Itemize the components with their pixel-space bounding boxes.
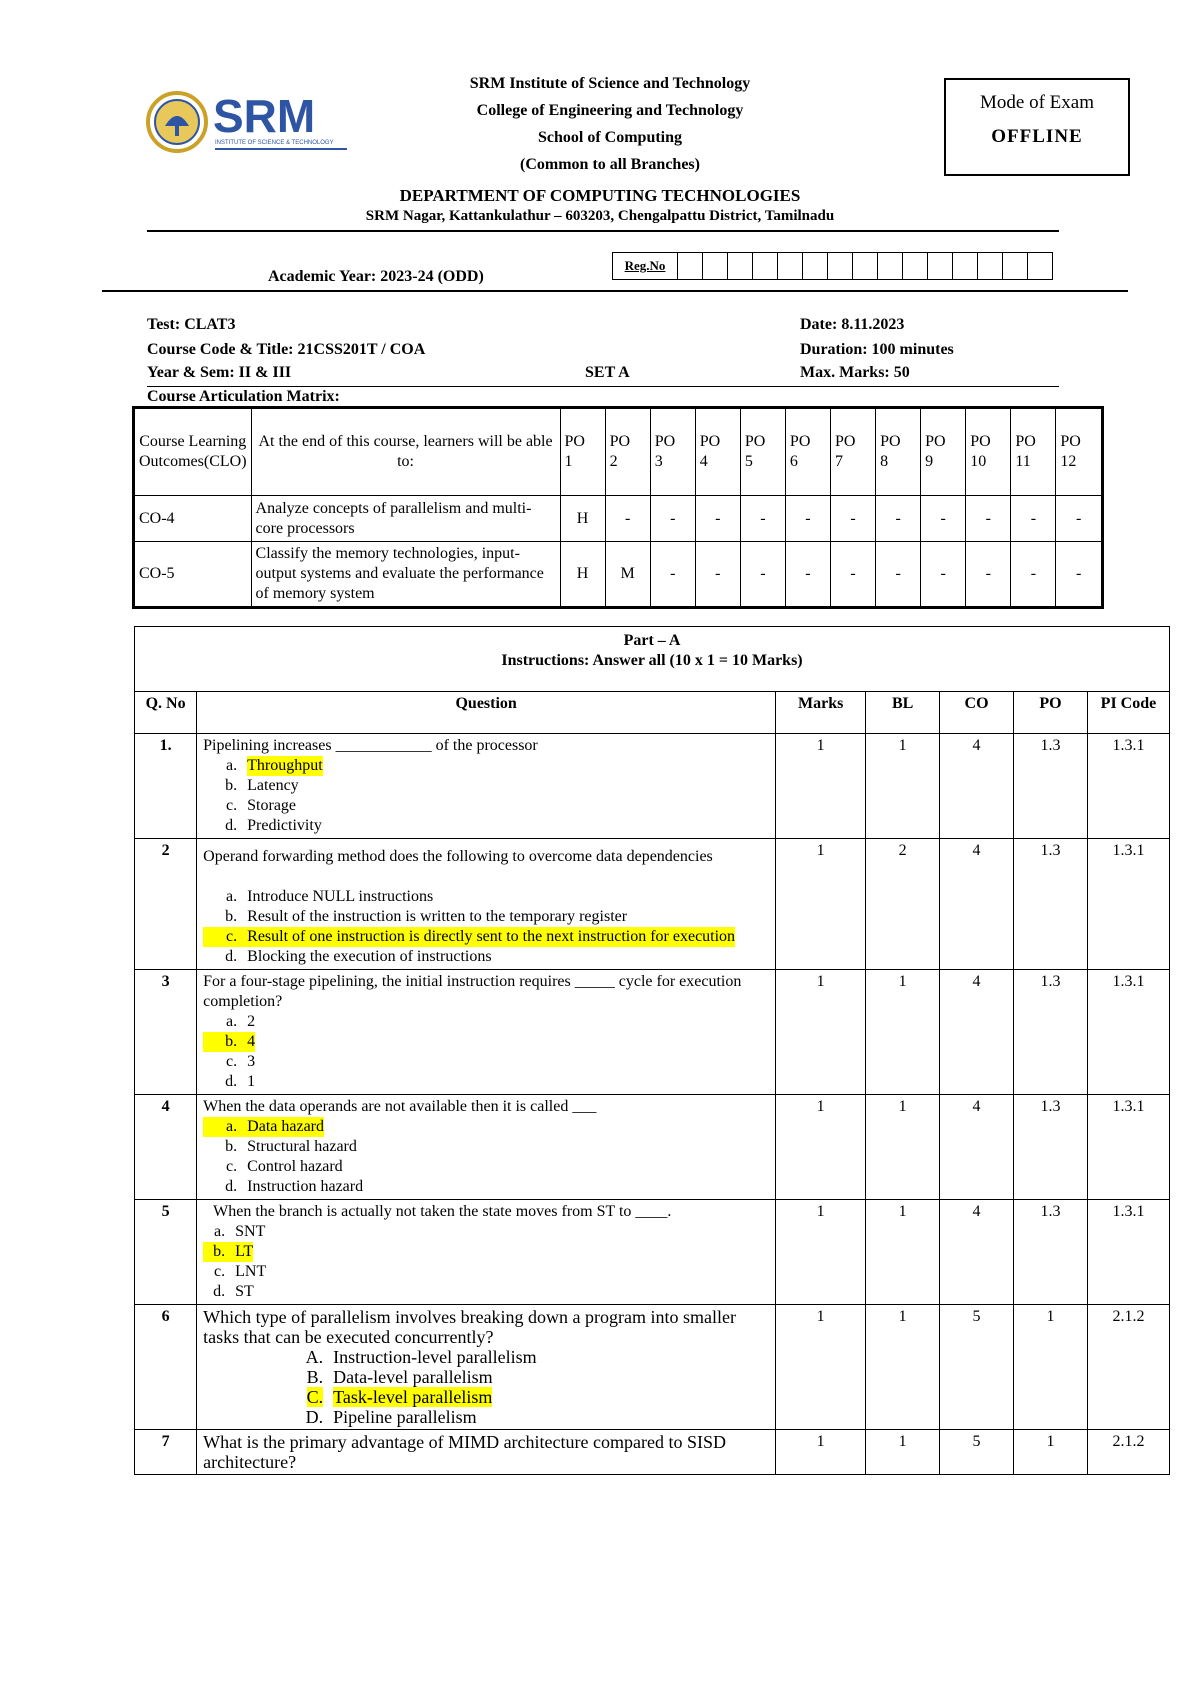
co-id: CO-5 — [134, 542, 252, 608]
marks: 1 — [776, 734, 866, 839]
question-number: 6 — [135, 1305, 197, 1430]
question-text: Which type of parallelism involves breaking down a program into smaller tasks that can be executed concurrently? — [203, 1307, 737, 1347]
question-number: 5 — [135, 1200, 197, 1305]
reg-no-cell[interactable] — [953, 253, 978, 280]
bl: 1 — [866, 1430, 940, 1475]
bl: 1 — [866, 970, 940, 1095]
po-value: - — [1011, 542, 1056, 608]
college-name: College of Engineering and Technology — [476, 102, 744, 119]
course-title: Course Code & Title: 21CSS201T / COA — [147, 341, 426, 358]
co: 4 — [940, 970, 1014, 1095]
co-desc: Classify the memory technologies, input-output systems and evaluate the performance of memory system — [251, 542, 560, 608]
part-a-header — [135, 627, 1170, 692]
po-value: - — [966, 542, 1011, 608]
question-text: Operand forwarding method does the following to overcome data dependencies — [203, 848, 713, 865]
reg-no-cell[interactable] — [703, 253, 728, 280]
po-value: - — [650, 542, 695, 608]
option[interactable]: c. LNT — [214, 1263, 267, 1280]
marks: 1 — [776, 1305, 866, 1430]
option[interactable]: b. 4 — [203, 1032, 769, 1052]
po: 1 — [1014, 1305, 1088, 1430]
po-value: - — [695, 542, 740, 608]
option[interactable]: b. Structural hazard — [225, 1138, 357, 1155]
marks: 1 — [776, 839, 866, 970]
department-name: DEPARTMENT OF COMPUTING TECHNOLOGIES — [399, 186, 801, 205]
co: 5 — [940, 1305, 1014, 1430]
po-header: PO 12 — [1056, 408, 1103, 496]
po-value: - — [876, 496, 921, 542]
question-row — [135, 839, 1170, 970]
meta-rule — [147, 386, 1059, 387]
po-header: PO 11 — [1011, 408, 1056, 496]
set-label: SET A — [585, 364, 630, 381]
qno-header: Q. No — [135, 692, 197, 734]
option[interactable]: a. Data hazard — [203, 1117, 769, 1137]
pi-code: 2.1.2 — [1087, 1430, 1169, 1475]
option[interactable]: c. 3 — [226, 1053, 256, 1070]
po-value: H — [560, 496, 605, 542]
correct-answer: LT — [235, 1243, 254, 1260]
pi-code: 1.3.1 — [1087, 839, 1169, 970]
po-value: - — [921, 542, 966, 608]
option[interactable]: d. ST — [213, 1283, 254, 1300]
academic-year: Academic Year: 2023-24 (ODD) — [268, 268, 484, 285]
po-header: PO 5 — [740, 408, 785, 496]
co: 5 — [940, 1430, 1014, 1475]
pi-code: 1.3.1 — [1087, 970, 1169, 1095]
question-row — [135, 970, 1170, 1095]
reg-no-cell[interactable] — [903, 253, 928, 280]
po-header: PO 4 — [695, 408, 740, 496]
institution-header — [380, 70, 840, 178]
option[interactable]: b. Latency — [225, 777, 299, 794]
svg-text:INSTITUTE OF SCIENCE & TECHNOL: INSTITUTE OF SCIENCE & TECHNOLOGY — [215, 140, 334, 146]
option[interactable]: d. Instruction hazard — [225, 1178, 364, 1195]
po-header: PO 1 — [560, 408, 605, 496]
question-number: 3 — [135, 970, 197, 1095]
institution-address: SRM Nagar, Kattankulathur – 603203, Chengalpattu District, Tamilnadu — [365, 208, 835, 224]
mode-label: Mode of Exam — [980, 92, 1094, 113]
question-row — [135, 1200, 1170, 1305]
option[interactable]: d. Predictivity — [225, 817, 322, 834]
clo-row — [134, 496, 1103, 542]
po-value: M — [605, 542, 650, 608]
po-header: PO 9 — [921, 408, 966, 496]
po: 1.3 — [1014, 1200, 1088, 1305]
po-header: PO — [1014, 692, 1088, 734]
option[interactable]: d. Blocking the execution of instructions — [225, 948, 492, 965]
option[interactable]: c. Control hazard — [226, 1158, 343, 1175]
pi-code: 1.3.1 — [1087, 1200, 1169, 1305]
marks: 1 — [776, 1430, 866, 1475]
question-row — [135, 1430, 1170, 1475]
po: 1.3 — [1014, 1095, 1088, 1200]
question-number: 2 — [135, 839, 197, 970]
clo-desc-header: At the end of this course, learners will be able to: — [251, 408, 560, 496]
po-value: - — [605, 496, 650, 542]
co-header: CO — [940, 692, 1014, 734]
reg-no-cell[interactable] — [878, 253, 903, 280]
po-value: - — [876, 542, 921, 608]
marks: 1 — [776, 1095, 866, 1200]
reg-no-cell[interactable] — [928, 253, 953, 280]
reg-no-cell[interactable] — [828, 253, 853, 280]
option[interactable]: A. Instruction-level parallelism — [305, 1347, 537, 1367]
question-number: 4 — [135, 1095, 197, 1200]
question-row — [135, 734, 1170, 839]
reg-no-boxes — [612, 252, 1053, 280]
test-name: Test: CLAT3 — [147, 316, 236, 333]
option[interactable]: B. Data-level parallelism — [306, 1367, 493, 1387]
matrix-title: Course Articulation Matrix: — [147, 388, 340, 405]
part-a-instructions: Instructions: Answer all (10 x 1 = 10 Marks) — [501, 652, 803, 669]
bl-header: BL — [866, 692, 940, 734]
po-value: - — [1056, 496, 1103, 542]
bl: 1 — [866, 734, 940, 839]
po-header: PO 2 — [605, 408, 650, 496]
option[interactable]: c. Storage — [226, 797, 297, 814]
reg-no-cell[interactable] — [753, 253, 778, 280]
po: 1.3 — [1014, 970, 1088, 1095]
marks: 1 — [776, 970, 866, 1095]
reg-no-cell[interactable] — [803, 253, 828, 280]
question-number: 7 — [135, 1430, 197, 1475]
option[interactable]: b. LT — [203, 1242, 769, 1262]
correct-answer: Data hazard — [247, 1118, 324, 1135]
bl: 2 — [866, 839, 940, 970]
correct-answer: Task-level parallelism — [333, 1387, 493, 1407]
option[interactable]: b. Result of the instruction is written to the temporary register — [225, 908, 628, 925]
po-value: - — [1056, 542, 1103, 608]
pi-code: 2.1.2 — [1087, 1305, 1169, 1430]
pi-code: 1.3.1 — [1087, 734, 1169, 839]
reg-no-cell[interactable] — [978, 253, 1003, 280]
co-desc: Analyze concepts of parallelism and multi-core processors — [251, 496, 560, 542]
mode-of-exam-box — [944, 78, 1130, 176]
bl: 1 — [866, 1095, 940, 1200]
po-value: - — [740, 496, 785, 542]
option[interactable]: C. Task-level parallelism — [306, 1387, 493, 1407]
marks: 1 — [776, 1200, 866, 1305]
po-header: PO 7 — [831, 408, 876, 496]
common-note: (Common to all Branches) — [520, 156, 700, 173]
option[interactable]: a. SNT — [214, 1223, 266, 1240]
po: 1.3 — [1014, 734, 1088, 839]
po-value: - — [740, 542, 785, 608]
pi-header: PI Code — [1087, 692, 1169, 734]
srm-logo — [145, 88, 355, 156]
po-value: - — [831, 542, 876, 608]
marks-header: Marks — [776, 692, 866, 734]
po-value: - — [966, 496, 1011, 542]
po-value: - — [785, 542, 830, 608]
option[interactable]: c. Result of one instruction is directly sent to the next instruction for execution — [203, 927, 769, 947]
reg-no-cell[interactable] — [853, 253, 878, 280]
bl: 1 — [866, 1200, 940, 1305]
po-header: PO 3 — [650, 408, 695, 496]
po-header: PO 8 — [876, 408, 921, 496]
po-value: H — [560, 542, 605, 608]
header-rule — [147, 230, 1059, 232]
po: 1.3 — [1014, 839, 1088, 970]
question-text: For a four-stage pipelining, the initial instruction requires _____ cycle for execution completion? — [203, 973, 742, 1010]
po-value: - — [785, 496, 830, 542]
po-value: - — [1011, 496, 1056, 542]
max-marks: Max. Marks: 50 — [800, 364, 910, 381]
svg-text:SRM: SRM — [213, 90, 316, 142]
reg-no-cell[interactable] — [678, 253, 703, 280]
bl: 1 — [866, 1305, 940, 1430]
po-header: PO 6 — [785, 408, 830, 496]
department-block — [140, 186, 1060, 225]
school-name: School of Computing — [537, 129, 683, 146]
po: 1 — [1014, 1430, 1088, 1475]
clo-header: Course Learning Outcomes(CLO) — [134, 408, 252, 496]
co: 4 — [940, 1200, 1014, 1305]
exam-duration: Duration: 100 minutes — [800, 341, 954, 358]
question-text: When the branch is actually not taken the state moves from ST to ____. — [213, 1203, 672, 1220]
option[interactable]: D. Pipeline parallelism — [305, 1407, 477, 1427]
reg-no-cell[interactable] — [728, 253, 753, 280]
question-text: Pipelining increases ____________ of the processor — [203, 737, 538, 754]
co: 4 — [940, 839, 1014, 970]
pi-code: 1.3.1 — [1087, 1095, 1169, 1200]
mode-value: OFFLINE — [991, 126, 1083, 147]
course-articulation-matrix — [132, 406, 1104, 609]
correct-answer: Result of one instruction is directly sent to the next instruction for execution — [247, 928, 736, 945]
correct-answer: 4 — [247, 1033, 256, 1050]
clo-row — [134, 542, 1103, 608]
question-row — [135, 1305, 1170, 1430]
reg-no-cell[interactable] — [778, 253, 803, 280]
question-row — [135, 1095, 1170, 1200]
co: 4 — [940, 734, 1014, 839]
po-value: - — [921, 496, 966, 542]
co: 4 — [940, 1095, 1014, 1200]
acad-rule — [102, 290, 1128, 292]
co-id: CO-4 — [134, 496, 252, 542]
correct-answer: Throughput — [247, 757, 323, 774]
po-value: - — [831, 496, 876, 542]
option[interactable]: a. Introduce NULL instructions — [226, 888, 434, 905]
part-a-table — [134, 626, 1170, 1475]
option[interactable]: a. Throughput — [226, 757, 323, 774]
question-header: Question — [197, 692, 776, 734]
reg-no-cell[interactable] — [1028, 253, 1053, 280]
po-value: - — [650, 496, 695, 542]
part-a-title: Part – A — [623, 632, 681, 649]
exam-date: Date: 8.11.2023 — [800, 316, 905, 333]
reg-no-label: Reg.No — [613, 253, 678, 280]
option[interactable]: a. 2 — [226, 1013, 256, 1030]
question-text: What is the primary advantage of MIMD architecture compared to SISD architecture? — [203, 1432, 726, 1472]
po-header: PO 10 — [966, 408, 1011, 496]
question-number: 1. — [135, 734, 197, 839]
reg-no-cell[interactable] — [1003, 253, 1028, 280]
question-text: When the data operands are not available then it is called ___ — [203, 1098, 597, 1115]
option[interactable]: d. 1 — [225, 1073, 256, 1090]
po-value: - — [695, 496, 740, 542]
year-sem: Year & Sem: II & III — [147, 364, 292, 381]
institution-name: SRM Institute of Science and Technology — [469, 75, 751, 92]
